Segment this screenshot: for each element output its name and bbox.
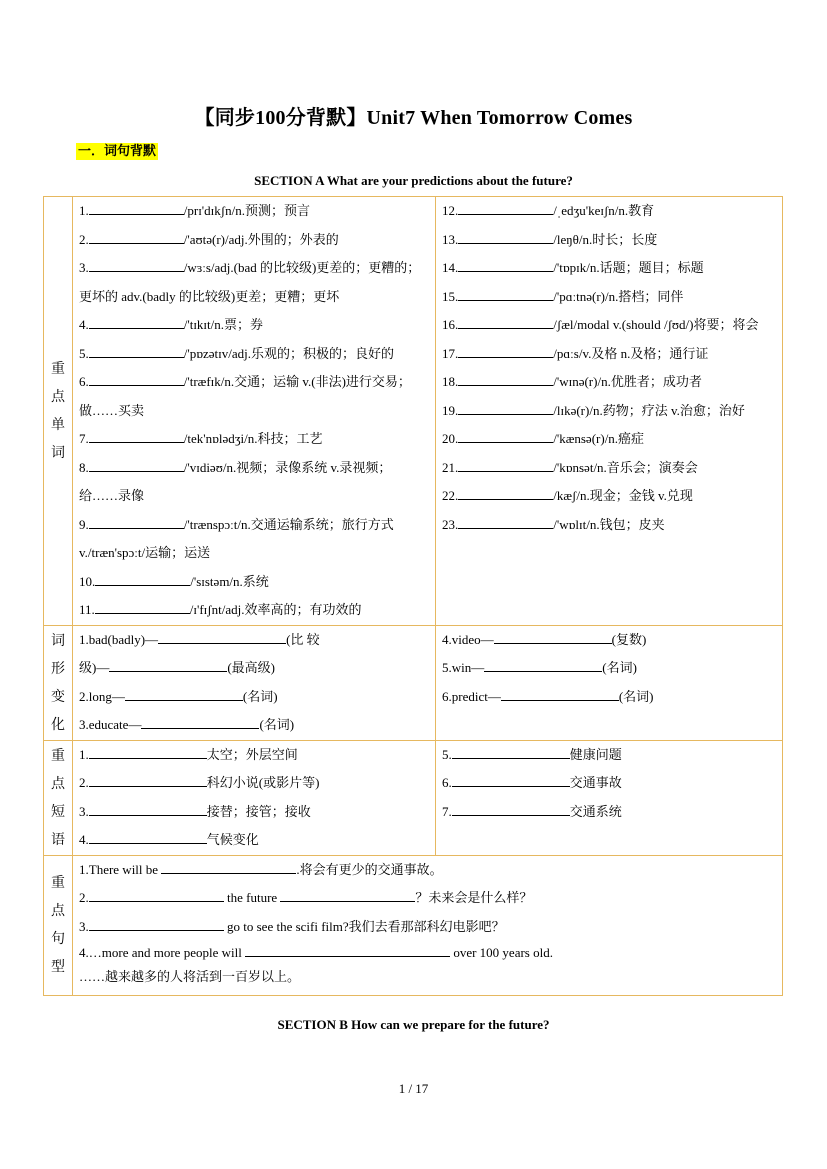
answer-blank (458, 229, 553, 244)
sentence-item: 2. the future ？未来会是什么样？ (73, 884, 782, 913)
vocab-item: 9. /'trænspɔːt/n.交通运输系统；旅行方式 (73, 511, 435, 540)
sentences-row (44, 855, 783, 996)
vocab-table (43, 196, 783, 996)
vocab-item: 10. /'sɪstəm/n.系统 (73, 568, 435, 597)
section-heading: 一．词句背默 (78, 144, 157, 159)
vocab-item: 19. /lɪkə(r)/n.药物；疗法 v.治愈；治好 (436, 397, 782, 426)
vocab-item: 给……录像 (79, 488, 145, 503)
vocab-item: 13. /leŋθ/n.时长；长度 (436, 226, 782, 255)
phrase-item: 3. 接替；接管；接收 (73, 798, 435, 827)
answer-blank (458, 257, 553, 272)
form-item: 3.educate— (名词) (73, 711, 435, 740)
vocab-item: 11. /ɪ'fɪʃnt/adj.效率高的；有功效的 (73, 596, 435, 625)
phrase-item: 6. 交通事故 (436, 769, 782, 798)
answer-blank (458, 200, 553, 215)
vocab-item: 15. /'pɑːtnə(r)/n.搭档；同伴 (436, 283, 782, 312)
vocab-item: 6. /'træfɪk/n.交通；运输 v.(非法)进行交易； (73, 368, 435, 397)
forms-left (73, 625, 436, 740)
answer-blank (458, 371, 553, 386)
vocab-item: 8. /'vɪdiəʊ/n.视频；录像系统 v.录视频； (73, 454, 435, 483)
form-item: 2.long— (名词) (73, 683, 435, 712)
vocab-item: 7. /tek'nɒlədʒi/n.科技；工艺 (73, 425, 435, 454)
answer-blank (89, 343, 184, 358)
answer-blank (458, 428, 553, 443)
answer-blank (458, 400, 553, 415)
sentence-item: 1.There will be .将会有更少的交通事故。 (73, 856, 782, 885)
answer-blank (89, 428, 184, 443)
vocab-item: v./træn'spɔːt/运输；运送 (79, 545, 211, 560)
form-item: 级)— (最高级) (73, 654, 435, 683)
sentence-translation: ……越来越多的人将活到一百岁以上。 (79, 969, 301, 984)
vocab-item: 23. /'wɒlɪt/n.钱包；皮夹 (436, 511, 782, 540)
answer-blank (458, 485, 553, 500)
vocab-item: 20. /'kænsə(r)/n.癌症 (436, 425, 782, 454)
answer-blank (458, 457, 553, 472)
category-phrases: 重 点 短 语 (44, 740, 73, 855)
phrase-item: 7. 交通系统 (436, 798, 782, 827)
answer-blank (458, 514, 553, 529)
category-words: 重 点 单 词 (44, 197, 73, 626)
vocab-item: 16. /ʃæl/modal v.(should /ʃʊd/)将要；将会 (436, 311, 782, 340)
vocab-item: 17. /pɑːs/v.及格 n.及格；通行证 (436, 340, 782, 369)
vocab-item: 3. /wɜːs/adj.(bad 的比较级)更差的；更糟的； (73, 254, 435, 283)
vocab-item: 21. /'kɒnsət/n.音乐会；演奏会 (436, 454, 782, 483)
vocab-item: 1. /prɪ'dɪkʃn/n.预测；预言 (73, 197, 435, 226)
vocab-item: 更坏的 adv.(badly 的比较级)更差；更糟；更坏 (79, 288, 340, 304)
form-item: 6.predict— (名词) (436, 683, 782, 712)
section-a-title: SECTION A What are your predictions about the future? (254, 173, 573, 188)
form-item: 1.bad(badly)— (比 较 (73, 626, 435, 655)
page-number: 1 / 17 (398, 1081, 429, 1096)
phrases-row (44, 740, 783, 855)
sentence-item: 3. go to see the scifi film?我们去看那部科幻电影吧？ (73, 913, 782, 942)
vocab-item: 14. /'tɒpɪk/n.话题；题目；标题 (436, 254, 782, 283)
answer-blank (95, 599, 190, 614)
phrase-item: 1. 太空；外层空间 (73, 741, 435, 770)
forms-right (436, 625, 783, 740)
page-title: 【同步100分背默】Unit7 When Tomorrow Comes (194, 107, 633, 129)
answer-blank (89, 371, 184, 386)
sentences-cell (73, 855, 783, 996)
vocab-item: 做……买卖 (79, 402, 145, 418)
answer-blank (89, 200, 184, 215)
phrases-left (73, 740, 436, 855)
category-forms: 词 形 变 化 (44, 625, 73, 740)
words-left (73, 197, 436, 626)
words-row (44, 197, 783, 626)
answer-blank (458, 314, 553, 329)
phrase-item: 4. 气候变化 (73, 826, 435, 855)
phrase-item: 5. 健康问题 (436, 741, 782, 770)
vocab-item: 12. /ˌedʒu'keɪʃn/n.教育 (436, 197, 782, 226)
phrase-item: 2. 科幻小说(或影片等) (73, 769, 435, 798)
answer-blank (89, 457, 184, 472)
words-right (436, 197, 783, 626)
vocab-item: 4. /'tɪkɪt/n.票；券 (73, 311, 435, 340)
answer-blank (458, 343, 553, 358)
answer-blank (89, 257, 184, 272)
category-sentences: 重 点 句 型 (44, 855, 73, 996)
answer-blank (458, 286, 553, 301)
form-item: 4.video— (复数) (436, 626, 782, 655)
answer-blank (89, 229, 184, 244)
section-b-title: SECTION B How can we prepare for the future? (277, 1017, 550, 1032)
vocab-item: 5. /'pɒzətɪv/adj.乐观的；积极的；良好的 (73, 340, 435, 369)
answer-blank (95, 571, 190, 586)
phrases-right (436, 740, 783, 855)
vocab-item: 2. /'aʊtə(r)/adj.外围的；外表的 (73, 226, 435, 255)
form-item: 5.win— (名词) (436, 654, 782, 683)
sentence-item: 4.…more and more people will over 100 years old. (73, 941, 782, 965)
answer-blank (89, 514, 184, 529)
vocab-item: 18. /'wɪnə(r)/n.优胜者；成功者 (436, 368, 782, 397)
answer-blank (89, 314, 184, 329)
forms-row (44, 625, 783, 740)
vocab-item: 22. /kæʃ/n.现金；金钱 v.兑现 (436, 482, 782, 511)
